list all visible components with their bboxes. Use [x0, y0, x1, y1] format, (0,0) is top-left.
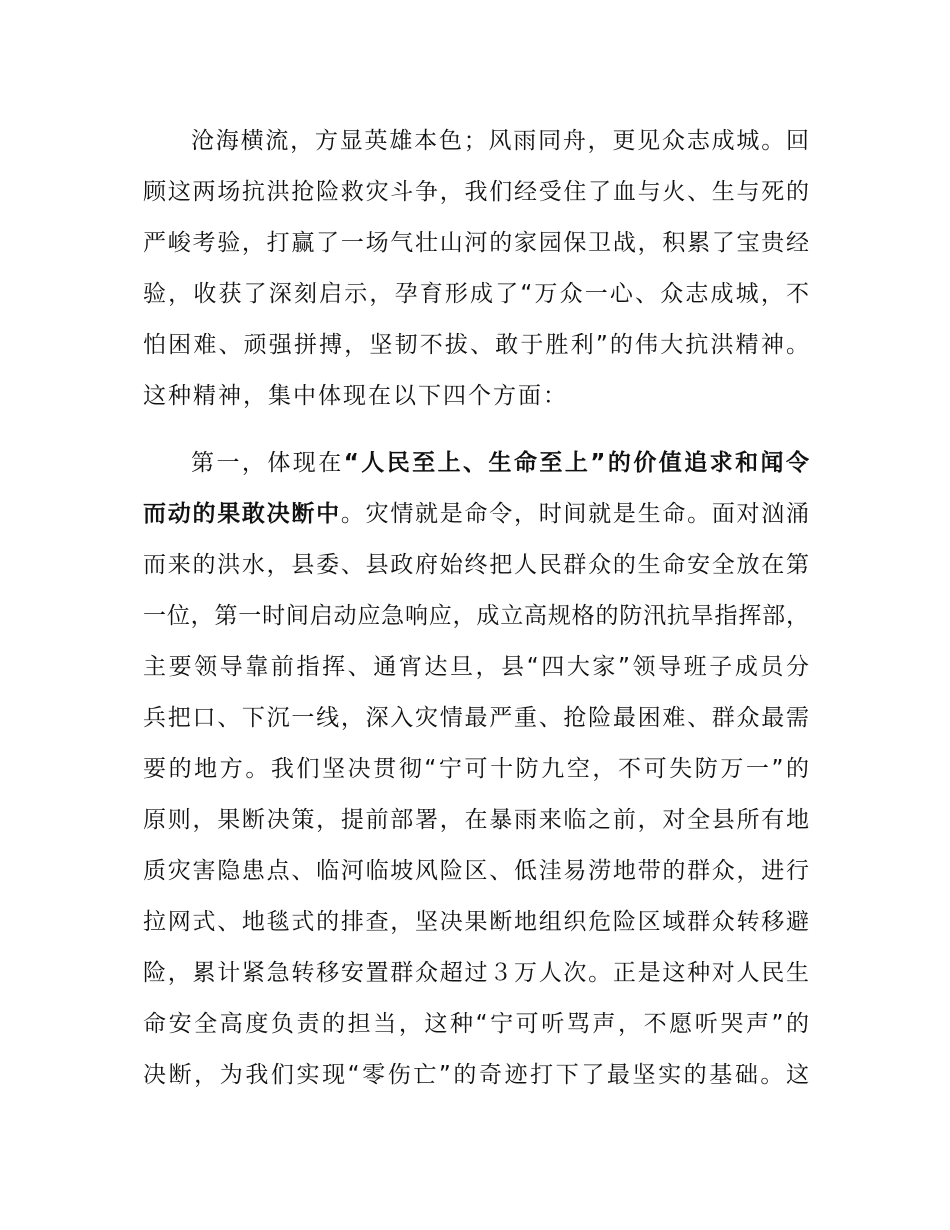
text-line: 一位，第一时间启动应急响应，成立高规格的防汛抗旱指挥部， — [143, 603, 809, 629]
text-line: 兵把口、下沉一线，深入灾情最严重、抢险最困难、群众最需 — [143, 705, 809, 731]
text-line: 而来的洪水，县委、县政府始终把人民群众的生命安全放在第 — [143, 552, 809, 578]
text-line: 严峻考验，打赢了一场气壮山河的家园保卫战，积累了宝贵经 — [143, 230, 809, 256]
document-page — [143, 116, 809, 1117]
text-line: 决断，为我们实现“零伤亡”的奇迹打下了最坚实的基础。这 — [143, 1062, 809, 1088]
text-line: 要的地方。我们坚决贯彻“宁可十防九空，不可失防万一”的 — [143, 756, 809, 782]
text-line: 怕困难、顽强拼搏，坚韧不拔、敢于胜利”的伟大抗洪精神。 — [143, 332, 809, 358]
text-bold-heading: 而动的果敢决断中 — [143, 501, 341, 527]
text-line — [143, 489, 809, 540]
text-line: 顾这两场抗洪抢险救灾斗争，我们经受住了血与火、生与死的 — [143, 179, 809, 205]
text-line: 沧海横流，方显英雄本色；风雨同舟，更见众志成城。回 — [191, 128, 809, 154]
text-line: 命安全高度负责的担当，这种“宁可听骂声，不愿听哭声”的 — [143, 1011, 809, 1037]
text-line: 验，收获了深刻启示，孕育形成了“万众一心、众志成城，不 — [143, 281, 809, 307]
paragraph-first-point — [143, 438, 809, 1101]
text-line: 险，累计紧急转移安置群众超过３万人次。正是这种对人民生 — [143, 960, 809, 986]
paragraph-intro — [143, 116, 809, 422]
text-line: 质灾害隐患点、临河临坡风险区、低洼易涝地带的群众，进行 — [143, 858, 809, 884]
text-line: 拉网式、地毯式的排查，坚决果断地组织危险区域群众转移避 — [143, 909, 809, 935]
text-normal: 第一，体现在 — [191, 450, 344, 476]
text-line — [143, 438, 809, 489]
text-bold-heading: “人民至上、生命至上”的价值追求和闻令 — [343, 450, 810, 476]
text-normal: 。灾情就是命令，时间就是生命。面对汹涌 — [340, 501, 810, 527]
text-line: 主要领导靠前指挥、通宵达旦，县“四大家”领导班子成员分 — [143, 654, 809, 680]
text-line: 原则，果断决策，提前部署，在暴雨来临之前，对全县所有地 — [143, 807, 809, 833]
text-line: 这种精神，集中体现在以下四个方面： — [143, 383, 568, 409]
